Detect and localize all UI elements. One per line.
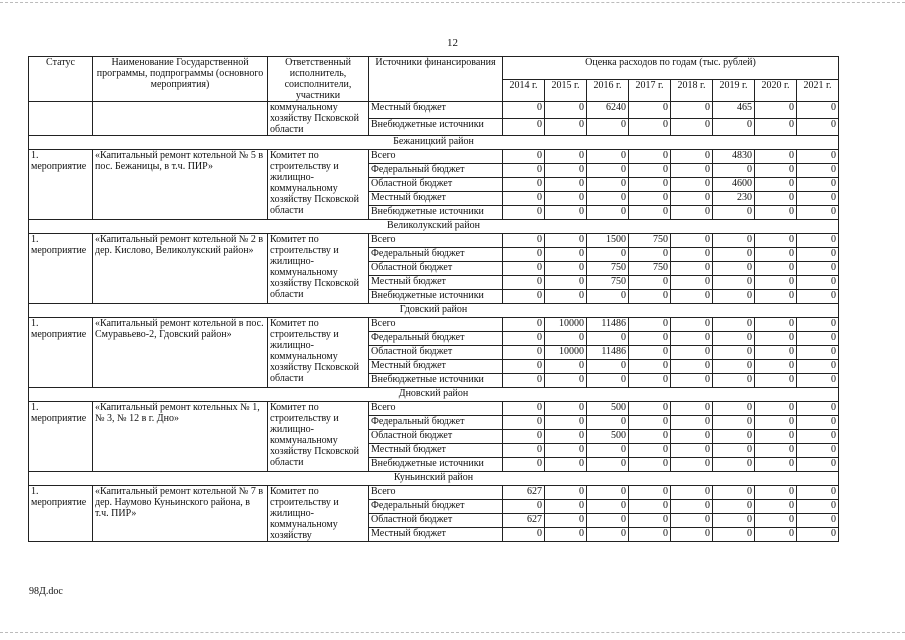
value-cell: 0 bbox=[755, 119, 797, 136]
value-cell: 0 bbox=[797, 486, 839, 500]
value-cell: 0 bbox=[503, 360, 545, 374]
value-cell: 0 bbox=[671, 192, 713, 206]
region-row bbox=[29, 220, 839, 234]
value-cell: 0 bbox=[587, 290, 629, 304]
value-cell: 0 bbox=[587, 164, 629, 178]
value-cell: 0 bbox=[503, 150, 545, 164]
status-cell bbox=[29, 102, 93, 136]
value-cell: 0 bbox=[545, 360, 587, 374]
value-cell: 0 bbox=[797, 150, 839, 164]
value-cell: 0 bbox=[545, 276, 587, 290]
value-cell: 0 bbox=[587, 486, 629, 500]
value-cell: 6240 bbox=[587, 102, 629, 119]
header-year: 2017 г. bbox=[629, 79, 671, 102]
source-cell: Всего bbox=[369, 486, 503, 500]
executor-cell: Комитет по строительству и жилищно-коммунальному хозяйству bbox=[268, 486, 369, 542]
value-cell: 0 bbox=[671, 374, 713, 388]
table-row bbox=[29, 150, 839, 164]
scan-edge-bottom bbox=[0, 632, 905, 633]
value-cell: 0 bbox=[671, 430, 713, 444]
value-cell: 0 bbox=[629, 528, 671, 542]
value-cell: 0 bbox=[503, 276, 545, 290]
source-cell: Областной бюджет bbox=[369, 346, 503, 360]
value-cell: 0 bbox=[671, 276, 713, 290]
program-cell: «Капитальный ремонт котельных № 1, № 3, № 12 в г. Дно» bbox=[93, 402, 268, 472]
value-cell: 0 bbox=[629, 192, 671, 206]
value-cell: 0 bbox=[629, 102, 671, 119]
value-cell: 0 bbox=[545, 119, 587, 136]
header-year: 2015 г. bbox=[545, 79, 587, 102]
value-cell: 0 bbox=[545, 234, 587, 248]
value-cell: 0 bbox=[797, 178, 839, 192]
value-cell: 0 bbox=[671, 318, 713, 332]
value-cell: 0 bbox=[671, 500, 713, 514]
value-cell: 500 bbox=[587, 402, 629, 416]
value-cell: 0 bbox=[713, 416, 755, 430]
value-cell: 0 bbox=[629, 318, 671, 332]
value-cell: 0 bbox=[797, 276, 839, 290]
value-cell: 0 bbox=[629, 486, 671, 500]
value-cell: 0 bbox=[755, 192, 797, 206]
value-cell: 0 bbox=[713, 374, 755, 388]
status-cell: 1. мероприятие bbox=[29, 234, 93, 304]
header-status: Статус bbox=[29, 57, 93, 102]
executor-cell: Комитет по строительству и жилищно-коммунальному хозяйству Псковской области bbox=[268, 402, 369, 472]
value-cell: 0 bbox=[629, 416, 671, 430]
value-cell: 0 bbox=[629, 332, 671, 346]
status-cell: 1. мероприятие bbox=[29, 150, 93, 220]
value-cell: 0 bbox=[503, 290, 545, 304]
header-year: 2020 г. bbox=[755, 79, 797, 102]
source-cell: Областной бюджет bbox=[369, 430, 503, 444]
value-cell: 230 bbox=[713, 192, 755, 206]
value-cell: 0 bbox=[713, 486, 755, 500]
value-cell: 0 bbox=[755, 276, 797, 290]
budget-table bbox=[28, 56, 839, 542]
value-cell: 0 bbox=[587, 444, 629, 458]
value-cell: 0 bbox=[671, 178, 713, 192]
value-cell: 0 bbox=[797, 514, 839, 528]
value-cell: 0 bbox=[671, 206, 713, 220]
value-cell: 0 bbox=[671, 164, 713, 178]
value-cell: 0 bbox=[755, 416, 797, 430]
value-cell: 0 bbox=[797, 374, 839, 388]
region-title: Бежаницкий район bbox=[29, 136, 839, 150]
program-cell: «Капитальный ремонт котельной № 7 в дер. Наумово Куньинского района, в т.ч. ПИР» bbox=[93, 486, 268, 542]
table-row bbox=[29, 402, 839, 416]
source-cell: Внебюджетные источники bbox=[369, 458, 503, 472]
value-cell: 0 bbox=[755, 444, 797, 458]
value-cell: 0 bbox=[545, 444, 587, 458]
header-year: 2014 г. bbox=[503, 79, 545, 102]
value-cell: 0 bbox=[755, 346, 797, 360]
value-cell: 0 bbox=[671, 102, 713, 119]
program-cell bbox=[93, 102, 268, 136]
value-cell: 0 bbox=[545, 514, 587, 528]
value-cell: 0 bbox=[713, 262, 755, 276]
value-cell: 0 bbox=[629, 206, 671, 220]
source-cell: Всего bbox=[369, 150, 503, 164]
value-cell: 4830 bbox=[713, 150, 755, 164]
value-cell: 0 bbox=[755, 164, 797, 178]
value-cell: 0 bbox=[797, 332, 839, 346]
value-cell: 0 bbox=[545, 178, 587, 192]
value-cell: 0 bbox=[797, 528, 839, 542]
table-row bbox=[29, 486, 839, 500]
value-cell: 0 bbox=[545, 290, 587, 304]
source-cell: Всего bbox=[369, 318, 503, 332]
footer-filename: 98Д.doc bbox=[29, 586, 63, 597]
value-cell: 0 bbox=[713, 458, 755, 472]
value-cell: 0 bbox=[713, 514, 755, 528]
program-cell: «Капитальный ремонт котельной в пос. Смуравьево-2, Гдовский район» bbox=[93, 318, 268, 388]
value-cell: 0 bbox=[587, 528, 629, 542]
source-cell: Местный бюджет bbox=[369, 528, 503, 542]
executor-cell: Комитет по строительству и жилищно-коммунальному хозяйству Псковской области bbox=[268, 234, 369, 304]
value-cell: 0 bbox=[713, 500, 755, 514]
value-cell: 0 bbox=[713, 346, 755, 360]
value-cell: 0 bbox=[503, 430, 545, 444]
value-cell: 0 bbox=[755, 206, 797, 220]
value-cell: 4600 bbox=[713, 178, 755, 192]
value-cell: 0 bbox=[713, 234, 755, 248]
value-cell: 0 bbox=[755, 514, 797, 528]
executor-cell: Комитет по строительству и жилищно-коммунальному хозяйству Псковской области bbox=[268, 318, 369, 388]
value-cell: 0 bbox=[797, 164, 839, 178]
source-cell: Местный бюджет bbox=[369, 360, 503, 374]
value-cell: 0 bbox=[671, 444, 713, 458]
value-cell: 0 bbox=[503, 528, 545, 542]
value-cell: 750 bbox=[629, 262, 671, 276]
value-cell: 0 bbox=[503, 444, 545, 458]
program-cell: «Капитальный ремонт котельной № 2 в дер. Кислово, Великолукский район» bbox=[93, 234, 268, 304]
source-cell: Внебюджетные источники bbox=[369, 119, 503, 136]
region-row bbox=[29, 388, 839, 402]
value-cell: 0 bbox=[713, 444, 755, 458]
value-cell: 0 bbox=[587, 150, 629, 164]
value-cell: 0 bbox=[755, 360, 797, 374]
value-cell: 0 bbox=[629, 444, 671, 458]
value-cell: 0 bbox=[797, 318, 839, 332]
value-cell: 0 bbox=[503, 119, 545, 136]
source-cell: Местный бюджет bbox=[369, 276, 503, 290]
value-cell: 0 bbox=[545, 164, 587, 178]
value-cell: 0 bbox=[503, 458, 545, 472]
header-sources: Источники финансирования bbox=[369, 57, 503, 102]
value-cell: 0 bbox=[503, 248, 545, 262]
executor-cell: коммунальному хозяйству Псковской области bbox=[268, 102, 369, 136]
value-cell: 0 bbox=[713, 276, 755, 290]
source-cell: Областной бюджет bbox=[369, 262, 503, 276]
value-cell: 0 bbox=[587, 500, 629, 514]
value-cell: 0 bbox=[587, 332, 629, 346]
header-year: 2016 г. bbox=[587, 79, 629, 102]
value-cell: 0 bbox=[629, 346, 671, 360]
value-cell: 0 bbox=[629, 458, 671, 472]
value-cell: 0 bbox=[755, 528, 797, 542]
value-cell: 0 bbox=[713, 164, 755, 178]
value-cell: 0 bbox=[797, 102, 839, 119]
value-cell: 750 bbox=[629, 234, 671, 248]
value-cell: 0 bbox=[713, 290, 755, 304]
value-cell: 0 bbox=[755, 430, 797, 444]
source-cell: Всего bbox=[369, 234, 503, 248]
value-cell: 750 bbox=[587, 262, 629, 276]
value-cell: 0 bbox=[545, 402, 587, 416]
value-cell: 0 bbox=[755, 500, 797, 514]
source-cell: Всего bbox=[369, 402, 503, 416]
value-cell: 0 bbox=[797, 360, 839, 374]
value-cell: 0 bbox=[671, 248, 713, 262]
page-number: 12 bbox=[447, 37, 458, 49]
value-cell: 0 bbox=[503, 402, 545, 416]
source-cell: Федеральный бюджет bbox=[369, 500, 503, 514]
value-cell: 0 bbox=[587, 360, 629, 374]
value-cell: 0 bbox=[629, 402, 671, 416]
value-cell: 0 bbox=[503, 500, 545, 514]
value-cell: 0 bbox=[503, 164, 545, 178]
value-cell: 0 bbox=[545, 458, 587, 472]
value-cell: 0 bbox=[797, 119, 839, 136]
value-cell: 0 bbox=[713, 332, 755, 346]
value-cell: 0 bbox=[671, 262, 713, 276]
value-cell: 0 bbox=[587, 458, 629, 472]
source-cell: Областной бюджет bbox=[369, 514, 503, 528]
value-cell: 10000 bbox=[545, 318, 587, 332]
value-cell: 0 bbox=[755, 332, 797, 346]
value-cell: 0 bbox=[713, 248, 755, 262]
value-cell: 0 bbox=[671, 332, 713, 346]
value-cell: 0 bbox=[755, 178, 797, 192]
value-cell: 0 bbox=[671, 458, 713, 472]
value-cell: 0 bbox=[587, 178, 629, 192]
value-cell: 627 bbox=[503, 486, 545, 500]
source-cell: Федеральный бюджет bbox=[369, 416, 503, 430]
scan-edge-top bbox=[0, 2, 905, 3]
program-cell: «Капитальный ремонт котельной № 5 в пос. Бежаницы, в т.ч. ПИР» bbox=[93, 150, 268, 220]
value-cell: 0 bbox=[545, 486, 587, 500]
value-cell: 0 bbox=[797, 234, 839, 248]
value-cell: 0 bbox=[503, 374, 545, 388]
value-cell: 0 bbox=[629, 374, 671, 388]
value-cell: 500 bbox=[587, 430, 629, 444]
value-cell: 0 bbox=[503, 102, 545, 119]
value-cell: 0 bbox=[797, 346, 839, 360]
header-year: 2021 г. bbox=[797, 79, 839, 102]
source-cell: Федеральный бюджет bbox=[369, 332, 503, 346]
value-cell: 0 bbox=[671, 150, 713, 164]
value-cell: 0 bbox=[503, 318, 545, 332]
source-cell: Местный бюджет bbox=[369, 444, 503, 458]
header-year: 2018 г. bbox=[671, 79, 713, 102]
value-cell: 0 bbox=[629, 430, 671, 444]
source-cell: Областной бюджет bbox=[369, 178, 503, 192]
value-cell: 0 bbox=[671, 402, 713, 416]
value-cell: 0 bbox=[545, 374, 587, 388]
value-cell: 0 bbox=[587, 514, 629, 528]
value-cell: 0 bbox=[503, 346, 545, 360]
value-cell: 0 bbox=[587, 374, 629, 388]
source-cell: Внебюджетные источники bbox=[369, 290, 503, 304]
header-program: Наименование Государственной программы, подпрограммы (основного мероприятия) bbox=[93, 57, 268, 102]
source-cell: Внебюджетные источники bbox=[369, 374, 503, 388]
value-cell: 0 bbox=[797, 192, 839, 206]
value-cell: 0 bbox=[755, 248, 797, 262]
header-executor: Ответственный исполнитель, соисполнители, участники bbox=[268, 57, 369, 102]
value-cell: 0 bbox=[671, 360, 713, 374]
value-cell: 0 bbox=[713, 360, 755, 374]
value-cell: 0 bbox=[797, 206, 839, 220]
value-cell: 0 bbox=[629, 150, 671, 164]
value-cell: 0 bbox=[587, 206, 629, 220]
value-cell: 0 bbox=[797, 290, 839, 304]
executor-cell: Комитет по строительству и жилищно-коммунальному хозяйству Псковской области bbox=[268, 150, 369, 220]
source-cell: Местный бюджет bbox=[369, 192, 503, 206]
value-cell: 0 bbox=[755, 318, 797, 332]
value-cell: 0 bbox=[587, 119, 629, 136]
value-cell: 0 bbox=[545, 150, 587, 164]
table-row bbox=[29, 102, 839, 119]
value-cell: 1500 bbox=[587, 234, 629, 248]
value-cell: 0 bbox=[797, 430, 839, 444]
value-cell: 0 bbox=[545, 528, 587, 542]
value-cell: 0 bbox=[755, 290, 797, 304]
value-cell: 0 bbox=[797, 444, 839, 458]
value-cell: 0 bbox=[629, 248, 671, 262]
value-cell: 0 bbox=[671, 290, 713, 304]
value-cell: 750 bbox=[587, 276, 629, 290]
region-title: Великолукский район bbox=[29, 220, 839, 234]
source-cell: Федеральный бюджет bbox=[369, 248, 503, 262]
region-row bbox=[29, 472, 839, 486]
value-cell: 0 bbox=[755, 102, 797, 119]
value-cell: 0 bbox=[755, 234, 797, 248]
value-cell: 0 bbox=[755, 262, 797, 276]
value-cell: 0 bbox=[503, 192, 545, 206]
value-cell: 627 bbox=[503, 514, 545, 528]
value-cell: 0 bbox=[797, 500, 839, 514]
source-cell: Местный бюджет bbox=[369, 102, 503, 119]
value-cell: 0 bbox=[629, 119, 671, 136]
region-title: Куньинский район bbox=[29, 472, 839, 486]
status-cell: 1. мероприятие bbox=[29, 486, 93, 542]
source-cell: Федеральный бюджет bbox=[369, 164, 503, 178]
value-cell: 0 bbox=[755, 486, 797, 500]
status-cell: 1. мероприятие bbox=[29, 318, 93, 388]
value-cell: 0 bbox=[545, 430, 587, 444]
header-row bbox=[29, 57, 839, 80]
value-cell: 0 bbox=[503, 416, 545, 430]
value-cell: 0 bbox=[629, 178, 671, 192]
value-cell: 0 bbox=[503, 206, 545, 220]
value-cell: 0 bbox=[545, 416, 587, 430]
value-cell: 0 bbox=[629, 164, 671, 178]
value-cell: 0 bbox=[755, 150, 797, 164]
value-cell: 0 bbox=[629, 360, 671, 374]
value-cell: 0 bbox=[671, 416, 713, 430]
value-cell: 0 bbox=[587, 192, 629, 206]
value-cell: 0 bbox=[629, 276, 671, 290]
region-title: Дновский район bbox=[29, 388, 839, 402]
value-cell: 0 bbox=[755, 374, 797, 388]
value-cell: 0 bbox=[713, 206, 755, 220]
value-cell: 0 bbox=[671, 346, 713, 360]
value-cell: 0 bbox=[671, 514, 713, 528]
value-cell: 0 bbox=[545, 102, 587, 119]
value-cell: 0 bbox=[545, 192, 587, 206]
value-cell: 0 bbox=[587, 416, 629, 430]
value-cell: 0 bbox=[713, 119, 755, 136]
value-cell: 11486 bbox=[587, 346, 629, 360]
value-cell: 0 bbox=[671, 486, 713, 500]
region-title: Гдовский район bbox=[29, 304, 839, 318]
value-cell: 0 bbox=[545, 500, 587, 514]
value-cell: 0 bbox=[755, 458, 797, 472]
status-cell: 1. мероприятие bbox=[29, 402, 93, 472]
value-cell: 0 bbox=[671, 234, 713, 248]
value-cell: 0 bbox=[587, 248, 629, 262]
table-row bbox=[29, 234, 839, 248]
value-cell: 0 bbox=[713, 430, 755, 444]
value-cell: 0 bbox=[545, 248, 587, 262]
value-cell: 0 bbox=[503, 262, 545, 276]
value-cell: 0 bbox=[797, 458, 839, 472]
value-cell: 0 bbox=[503, 234, 545, 248]
value-cell: 0 bbox=[797, 262, 839, 276]
value-cell: 0 bbox=[545, 206, 587, 220]
region-row bbox=[29, 136, 839, 150]
value-cell: 0 bbox=[671, 119, 713, 136]
table-row bbox=[29, 318, 839, 332]
value-cell: 0 bbox=[629, 290, 671, 304]
value-cell: 10000 bbox=[545, 346, 587, 360]
value-cell: 0 bbox=[797, 248, 839, 262]
value-cell: 0 bbox=[545, 332, 587, 346]
value-cell: 0 bbox=[629, 500, 671, 514]
value-cell: 0 bbox=[755, 402, 797, 416]
region-row bbox=[29, 304, 839, 318]
value-cell: 0 bbox=[629, 514, 671, 528]
source-cell: Внебюджетные источники bbox=[369, 206, 503, 220]
value-cell: 11486 bbox=[587, 318, 629, 332]
value-cell: 0 bbox=[713, 318, 755, 332]
value-cell: 0 bbox=[503, 178, 545, 192]
header-year: 2019 г. bbox=[713, 79, 755, 102]
value-cell: 0 bbox=[671, 528, 713, 542]
value-cell: 0 bbox=[503, 332, 545, 346]
header-estimate: Оценка расходов по годам (тыс. рублей) bbox=[503, 57, 839, 80]
value-cell: 0 bbox=[797, 416, 839, 430]
value-cell: 0 bbox=[713, 402, 755, 416]
value-cell: 0 bbox=[797, 402, 839, 416]
value-cell: 0 bbox=[713, 528, 755, 542]
value-cell: 0 bbox=[545, 262, 587, 276]
value-cell: 465 bbox=[713, 102, 755, 119]
